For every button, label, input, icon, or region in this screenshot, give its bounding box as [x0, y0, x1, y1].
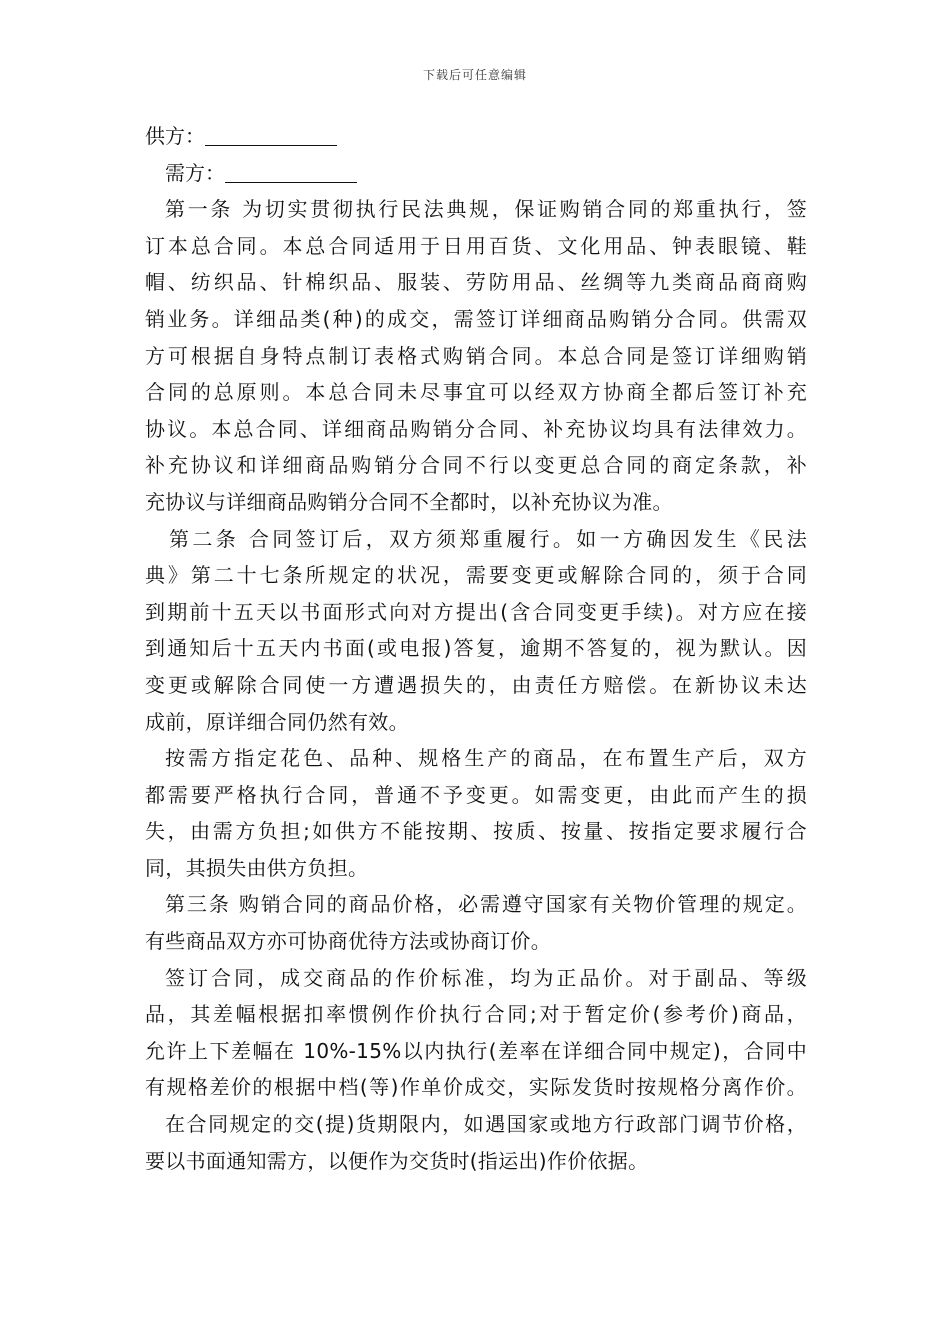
paragraph-line: 充协议与详细商品购销分合同不全都时，以补充协议为准。	[145, 489, 673, 514]
paragraph-line: 都需要严格执行合同，普通不予变更。如需变更，由此而产生的损	[145, 782, 807, 807]
paragraph-article-2	[145, 521, 807, 741]
paragraph-line: 补充协议和详细商品购销分合同不行以变更总合同的商定条款，补	[145, 453, 807, 478]
paragraph-pricing-standard	[145, 960, 807, 1106]
paragraph-line: 帽、纺织品、针棉织品、服装、劳防用品、丝绸等九类商品商商购	[145, 270, 807, 295]
paragraph-line: 同，其损失由供方负担。	[145, 855, 369, 880]
paragraph-line: 第三条 购销合同的商品价格，必需遵守国家有关物价管理的规定。	[165, 892, 807, 917]
paragraph-line: 销业务。详细品类(种)的成交，需签订详细商品购销分合同。供需双	[145, 306, 807, 331]
paragraph-line: 允许上下差幅在 10%-15%以内执行(差率在详细合同中规定)，合同中	[145, 1038, 807, 1063]
paragraph-line: 协议。本总合同、详细商品购销分合同、补充协议均具有法律效力。	[145, 416, 807, 441]
paragraph-line: 第一条 为切实贯彻执行民法典规，保证购销合同的郑重执行，签	[165, 197, 807, 222]
paragraph-custom-production	[145, 740, 807, 886]
paragraph-article-3	[145, 886, 807, 959]
paragraph-line: 第二条 合同签订后，双方须郑重履行。如一方确因发生《民法	[169, 526, 807, 551]
supplier-label: 供方：	[145, 124, 205, 148]
page-header: 下载后可任意编辑	[422, 68, 527, 82]
paragraph-line: 成前，原详细合同仍然有效。	[145, 709, 409, 734]
paragraph-line: 按需方指定花色、品种、规格生产的商品，在布置生产后，双方	[165, 746, 807, 771]
document-body	[145, 118, 807, 1179]
paragraph-line: 有些商品双方亦可协商优待方法或协商订价。	[145, 929, 551, 954]
paragraph-line: 签订合同，成交商品的作价标准，均为正品价。对于副品、等级	[165, 965, 807, 990]
paragraph-line: 到期前十五天以书面形式向对方提出(含合同变更手续)。对方应在接	[145, 599, 807, 624]
paragraph-line: 要以书面通知需方，以便作为交货时(指运出)作价依据。	[145, 1148, 649, 1173]
buyer-label: 需方：	[165, 160, 225, 185]
paragraph-line: 合同的总原则。本总合同未尽事宜可以经双方协商全都后签订补充	[145, 380, 807, 405]
paragraph-line: 典》第二十七条所规定的状况，需要变更或解除合同的，须于合同	[145, 563, 807, 588]
buyer-line	[145, 155, 807, 192]
paragraph-line: 变更或解除合同使一方遭遇损失的，由责任方赔偿。在新协议未达	[145, 672, 807, 697]
paragraph-line: 品，其差幅根据扣率惯例作价执行合同;对于暂定价(参考价)商品，	[145, 1002, 807, 1027]
paragraph-line: 订本总合同。本总合同适用于日用百货、文化用品、钟表眼镜、鞋	[145, 233, 807, 258]
paragraph-line: 方可根据自身特点制订表格式购销合同。本总合同是签订详细购销	[145, 343, 807, 368]
paragraph-price-adjustment	[145, 1106, 807, 1179]
paragraph-article-1	[145, 191, 807, 520]
paragraph-line: 到通知后十五天内书面(或电报)答复，逾期不答复的，视为默认。因	[145, 636, 807, 661]
paragraph-line: 有规格差价的根据中档(等)作单价成交，实际发货时按规格分离作价。	[145, 1075, 807, 1100]
supplier-line	[145, 118, 807, 155]
paragraph-line: 失，由需方负担;如供方不能按期、按质、按量、按指定要求履行合	[145, 819, 807, 844]
paragraph-line: 在合同规定的交(提)货期限内，如遇国家或地方行政部门调节价格，	[165, 1112, 807, 1137]
supplier-blank	[205, 125, 337, 146]
buyer-blank	[225, 162, 357, 183]
